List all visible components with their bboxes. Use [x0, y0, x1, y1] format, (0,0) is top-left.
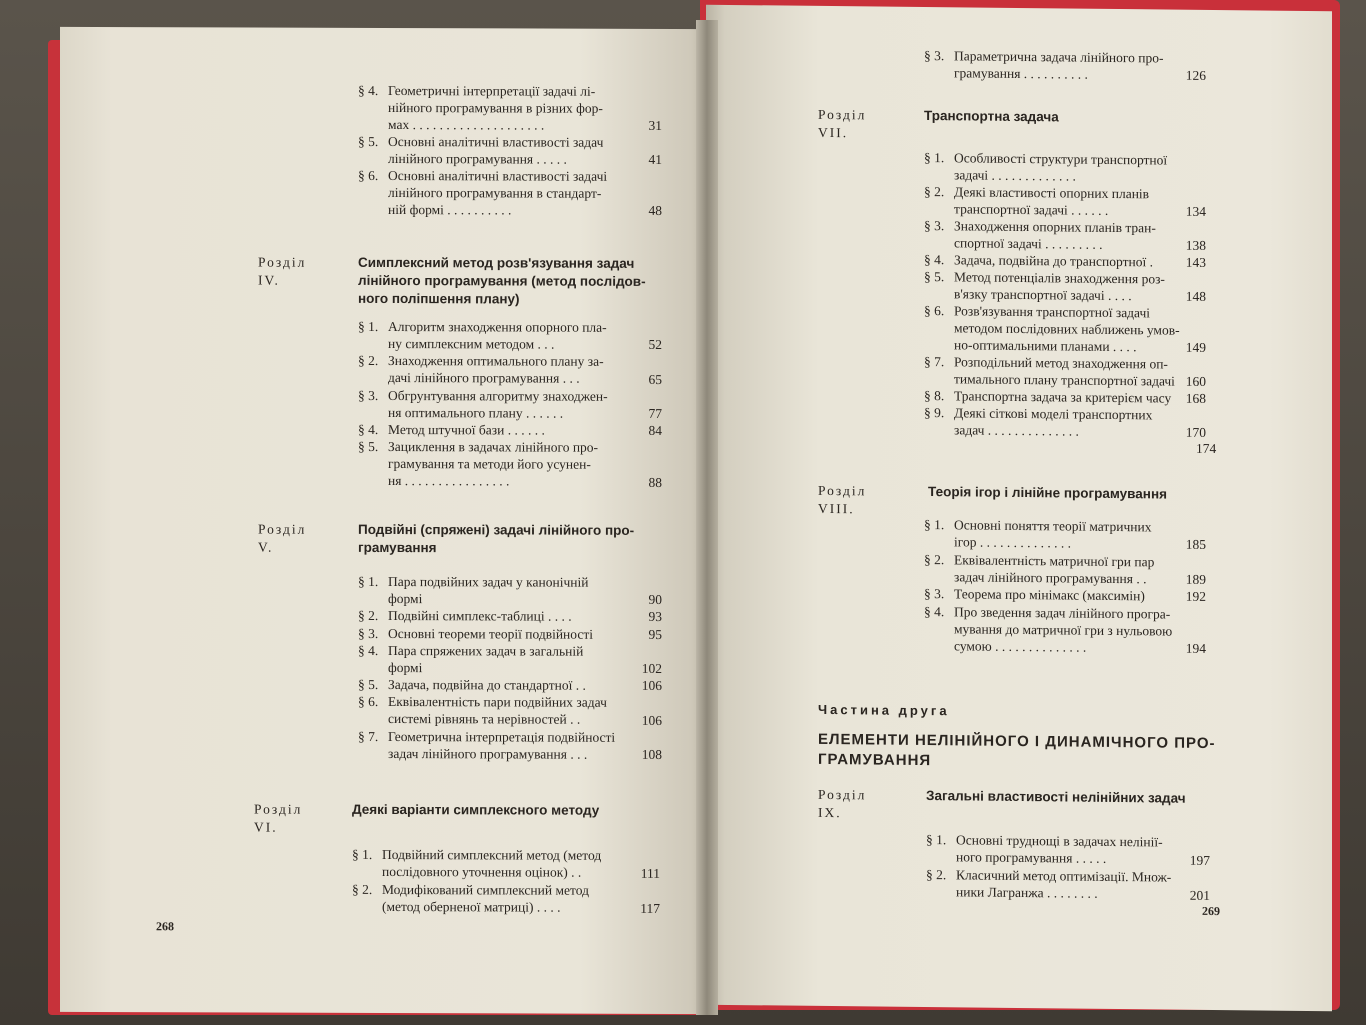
section-label: Розділ VIII. — [818, 482, 867, 517]
toc-entry — [358, 421, 678, 439]
entry-title: Основні аналітичні властивості задач лінійного програмування . . . . . — [388, 134, 604, 167]
entry-page-number: 197 — [1189, 852, 1210, 868]
section-title: Симплексний метод розв'язування задач лінійного програмування (метод послідов- ного поліпшення плану) — [358, 254, 646, 307]
section-sign: § 3. — [358, 625, 379, 641]
section-sign: § 4. — [358, 82, 379, 98]
entry-page-number: 88 — [648, 474, 662, 490]
section-sign: § 9. — [924, 405, 945, 421]
entry-title: Про зведення задач лінійного програ- мування до матричної гри з нульовою сумою . . . . . . . . . . . . . . — [954, 603, 1173, 655]
entry-title: Задача, подвійна до стандартної . . — [388, 677, 586, 693]
entry-title: Основні теореми теорії подвійності — [388, 625, 593, 642]
entry-title: Геометрична інтерпретація подвійності задач лінійного програмування . . . — [388, 728, 616, 762]
entry-page-number: 148 — [1185, 288, 1206, 304]
entry-page-number: 138 — [1185, 237, 1206, 253]
section-sign: § 3. — [924, 48, 945, 64]
section-label: Розділ VII. — [818, 106, 867, 141]
entry-page-number: 194 — [1185, 640, 1206, 657]
left-page — [60, 27, 710, 1014]
section-label: Розділ V. — [258, 521, 307, 555]
section-sign: § 3. — [358, 387, 379, 403]
entry-page-number: 134 — [1185, 203, 1206, 219]
section-sign: § 2. — [926, 867, 947, 883]
entry-title: Основні аналітичні властивості задачі лінійного програмування в стандарт- ній формі . . . . . . . . . . — [388, 168, 608, 218]
section-sign: § 5. — [358, 439, 379, 455]
entry-page-number: 201 — [1189, 887, 1210, 903]
entry-title: Знаходження опорних планів тран- спортної задачі . . . . . . . . . — [954, 218, 1156, 252]
entry-page-number: 160 — [1185, 373, 1206, 389]
entry-title: Деякі сіткові моделі транспортних задач . . . . . . . . . . . . . . — [954, 405, 1153, 439]
toc-entry — [924, 47, 1214, 83]
entry-title: Деякі властивості опорних планів транспортної задачі . . . . . . — [954, 184, 1150, 218]
section-sign: § 8. — [924, 388, 945, 404]
entry-page-number: 168 — [1185, 390, 1206, 406]
entry-title: Знаходження оптимального плану за- дачі лінійного програмування . . . — [388, 353, 604, 387]
section-sign: § 7. — [358, 728, 379, 744]
section-title: Загальні властивості нелінійних задач — [926, 788, 1186, 806]
entry-page-number: 111 — [640, 865, 660, 881]
entry-title: Геометричні інтерпретації задачі лі- нійного програмування в різних фор- мах . . . . . . . . . . . . . . . . . . . . — [388, 83, 603, 133]
part-title: ЕЛЕМЕНТИ НЕЛІНІЙНОГО І ДИНАМІЧНОГО ПРО- ГРАМУВАННЯ — [818, 730, 1216, 770]
toc-entry — [358, 82, 678, 133]
section-sign: § 4. — [924, 603, 945, 619]
section-sign: § 4. — [924, 252, 945, 268]
entry-title: Теорема про мінімакс (максимін) — [954, 586, 1145, 604]
entry-title: Подвійні симплекс-таблиці . . . . — [388, 608, 572, 625]
section-sign: § 1. — [358, 318, 379, 334]
entry-page-number: 126 — [1185, 67, 1206, 83]
entry-title: Параметрична задача лінійного про- грамування . . . . . . . . . . — [954, 48, 1164, 82]
toc-entry — [924, 149, 1214, 184]
entry-title: Класичний метод оптимізації. Множ- ники Лагранжа . . . . . . . . — [956, 867, 1172, 901]
entry-title: Пара спряжених задач в загальній формі — [388, 642, 584, 675]
entry-title: Розподільний метод знаходження оп- тимального плану транспортної задачі — [954, 354, 1175, 389]
section-sign: § 5. — [358, 677, 379, 693]
entry-page-number: 108 — [641, 746, 662, 762]
section-sign: § 4. — [358, 642, 379, 658]
entry-title: Пара подвійних задач у канонічній формі — [388, 574, 589, 607]
section-sign: § 1. — [924, 150, 945, 166]
section-sign: § 1. — [352, 846, 373, 862]
toc-entry — [358, 573, 678, 608]
entry-title: Основні труднощі в задачах нелінії- ного програмування . . . . . — [956, 832, 1163, 866]
toc-entry — [358, 318, 678, 353]
section-sign: § 1. — [358, 573, 379, 589]
section-title: Теорія ігор і лінійне програмування — [928, 484, 1167, 502]
section-label: Розділ VI. — [254, 801, 303, 835]
entry-title: Подвійний симплексний метод (метод послідовного уточнення оцінок) . . — [382, 846, 602, 880]
right-page — [706, 5, 1332, 1012]
section-sign: § 6. — [358, 167, 379, 183]
entry-page-number: 41 — [648, 151, 662, 167]
toc-entry — [358, 624, 678, 642]
section-sign: § 2. — [924, 551, 945, 567]
entry-title: Обгрунтування алгоритму знаходжен- ня оптимального плану . . . . . . — [388, 387, 608, 421]
entry-page-number: 65 — [648, 371, 662, 387]
section-title: Деякі варіанти симплексного методу — [352, 801, 600, 818]
section-sign: § 3. — [924, 218, 945, 234]
part-label: Частина друга — [818, 701, 950, 719]
entry-title: Метод штучної бази . . . . . . — [388, 422, 545, 438]
section-sign: § 5. — [358, 133, 379, 149]
section-sign: § 7. — [924, 354, 945, 370]
section-sign: § 2. — [352, 881, 373, 897]
entry-page-number: 84 — [648, 423, 662, 439]
entry-title: Задача, подвійна до транспортної . — [954, 252, 1153, 270]
section-sign: § 2. — [358, 608, 379, 624]
entry-page-number: 174 — [1196, 440, 1217, 457]
entry-page-number: 90 — [648, 592, 662, 608]
toc-entry — [358, 607, 678, 625]
page-number: 268 — [156, 919, 174, 934]
section-title: Подвійні (спряжені) задачі лінійного про- грамування — [358, 521, 635, 556]
entry-page-number: 48 — [648, 202, 662, 218]
entry-title: Еквівалентність пари подвійних задач системі рівнянь та нерівностей . . — [388, 694, 607, 728]
entry-title: Метод потенціалів знаходження роз- в'язку транспортної задачі . . . . — [954, 269, 1165, 304]
section-sign: § 1. — [926, 832, 947, 848]
entry-page-number: 102 — [641, 660, 662, 676]
entry-title: Транспортна задача за критерієм часу — [954, 388, 1172, 406]
toc-entry — [352, 846, 672, 881]
section-label: Розділ IX. — [818, 786, 867, 821]
section-label: Розділ IV. — [258, 254, 307, 288]
entry-title: Основні поняття теорії матричних ігор . . . . . . . . . . . . . . — [954, 517, 1152, 551]
entry-title: Алгоритм знаходження опорного пла- ну симплексним методом . . . — [388, 319, 607, 352]
entry-page-number: 189 — [1185, 571, 1206, 587]
toc-entry — [924, 516, 1214, 553]
entry-page-number: 31 — [648, 117, 662, 133]
entry-page-number: 149 — [1185, 339, 1206, 355]
entry-title: Розв'язування транспортної задачі методом послідовних наближень умов- но-оптимальними планами . . . . — [954, 303, 1180, 355]
toc-entry — [926, 831, 1216, 868]
section-sign: § 4. — [358, 422, 379, 438]
entry-page-number: 95 — [648, 626, 662, 642]
section-sign: § 6. — [358, 694, 379, 710]
entry-page-number: 77 — [648, 405, 662, 421]
section-sign: § 2. — [924, 184, 945, 200]
entry-page-number: 106 — [641, 678, 662, 694]
page-number: 269 — [1202, 903, 1220, 919]
entry-page-number: 106 — [641, 712, 662, 728]
entry-page-number: 52 — [648, 337, 662, 353]
entry-title: Особливості структури транспортної задачі . . . . . . . . . . . . . — [954, 150, 1168, 184]
toc-entry — [352, 881, 672, 916]
entry-title: Модифікований симплексний метод (метод оберненої матриці) . . . . — [382, 881, 589, 915]
section-sign: § 6. — [924, 303, 945, 319]
entry-title: Еквівалентність матричної гри пар задач лінійного програмування . . — [954, 551, 1155, 586]
toc-entry — [358, 676, 678, 694]
section-sign: § 1. — [924, 517, 945, 533]
entry-page-number: 192 — [1185, 588, 1206, 605]
entry-page-number: 185 — [1185, 537, 1206, 553]
entry-title: Зациклення в задачах лінійного про- грамування та методи його усунен- ня . . . . . . . . . . . . . . . . — [388, 439, 599, 489]
section-sign: § 2. — [358, 353, 379, 369]
entry-page-number: 117 — [640, 900, 660, 916]
entry-page-number: 170 — [1185, 424, 1206, 440]
section-sign: § 3. — [924, 586, 945, 602]
section-sign: § 5. — [924, 269, 945, 285]
entry-page-number: 143 — [1185, 254, 1206, 270]
book-gutter — [696, 20, 718, 1015]
entry-page-number: 93 — [648, 609, 662, 625]
section-title: Транспортна задача — [924, 108, 1059, 125]
